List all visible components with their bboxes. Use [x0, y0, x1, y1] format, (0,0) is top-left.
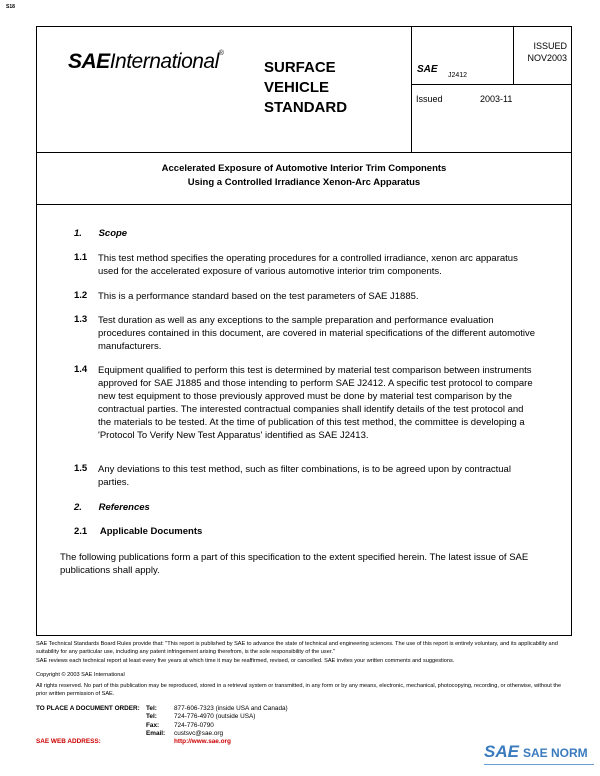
issued-horizontal-divider [411, 84, 572, 85]
section-1-5-text: Any deviations to this test method, such as filter combinations, is to be agreed upon by contractual parties. [98, 464, 511, 488]
section-2-1-text: The following publications form a part of this specification to the extent specified herein. The latest issue of SAE publications shall apply. [60, 552, 529, 576]
header-divider [36, 152, 572, 153]
document-title-line-1: Accelerated Exposure of Automotive Interior Trim Components [161, 163, 447, 174]
email-label: Email: [146, 729, 166, 737]
footer-copyright: Copyright © 2003 SAE International [36, 672, 125, 678]
section-2-title: References [98, 502, 150, 513]
section-2-heading [74, 502, 150, 513]
document-title [36, 162, 572, 190]
section-1-1-number: 1.1 [74, 252, 88, 263]
order-label: TO PLACE A DOCUMENT ORDER: [36, 705, 140, 712]
footer-board-rules: SAE Technical Standards Board Rules provide that: "This report is published by SAE to advance the state of technical and engineering sciences. The use of this report is entirely voluntary, and its applicability and suitability for any particular use, including any patent infringement arising therefrom, is the sole responsibility of the user." [36, 641, 558, 655]
document-number: J2412 [448, 72, 468, 79]
footer-rights: All rights reserved. No part of this publication may be reproduced, stored in a retrieval system or transmitted, in any form or by any means, electronic, mechanical, photocopying, recording, or otherwise, without the prior written permission of SAE. [36, 683, 562, 697]
section-2-1-heading [74, 526, 202, 537]
issued-label: ISSUED [533, 41, 567, 51]
fax-value: 724-776-0790 [174, 721, 214, 729]
issued-year: 2003-11 [480, 94, 513, 104]
issued-small-label: Issued [416, 94, 443, 104]
issued-date: NOV2003 [527, 53, 567, 63]
title-divider [36, 204, 572, 205]
section-1-3-number: 1.3 [74, 314, 88, 325]
section-1-4-number: 1.4 [74, 364, 88, 375]
section-1-2-number: 1.2 [74, 290, 88, 301]
sae-norm-watermark [484, 742, 588, 762]
email-link[interactable]: custsvc@sae.org [174, 729, 224, 737]
document-title-line-2: Using a Controlled Irradiance Xenon-Arc Apparatus [187, 177, 421, 188]
section-2-number: 2. [74, 502, 82, 513]
web-address-label: SAE WEB ADDRESS: [36, 738, 101, 746]
logo-sae: SAE [68, 50, 110, 73]
title-line-3: STANDARD [264, 99, 348, 116]
watermark-underline [484, 764, 594, 765]
section-1-3-text: Test duration as well as any exceptions to the sample preparation and performance evaluation procedures contained in this document, are covered in material specifications of the different automotive manufacturers. [98, 315, 536, 352]
section-1-2-text: This is a performance standard based on the test parameters of SAE J1885. [98, 291, 419, 302]
footer-review: SAE reviews each technical report at least every five years at which time it may be reaffirmed, revised, or cancelled. SAE invites your written comments and suggestions. [36, 658, 455, 664]
section-1-4-text: Equipment qualified to perform this test is determined by material test comparison between instruments approved for SAE J1885 and those intending to perform SAE J2412. A specific test protocol to compare new test equipment to those previously approved must be done by material test comparison by the contractual parties. The interested contractual companies shall identify details of the test protocol and the materials to be tested. At the time of publication of this test method, the committee is developing a 'Protocol To Verify New Test Apparatus' identified as SAE J2413. [98, 365, 533, 441]
tel-label: Tel: [146, 705, 157, 712]
tel-value: 877-606-7323 (inside USA and Canada) [174, 705, 288, 712]
footer-legal [36, 640, 572, 698]
header-vertical-divider [411, 26, 412, 152]
section-1-heading [74, 228, 127, 239]
section-2-1-title: Applicable Documents [99, 526, 203, 537]
tel2-value: 724-776-4970 (outside USA) [174, 713, 256, 721]
watermark-sae: SAE [484, 742, 519, 761]
section-2-1-number: 2.1 [74, 526, 88, 537]
watermark-norm: SAE NORM [522, 746, 588, 760]
section-1-title: Scope [98, 228, 128, 239]
order-contact-block [36, 705, 336, 746]
section-1-1-text: This test method specifies the operating procedures for a controlled irradiance, xenon arc apparatus used for the accelerated exposure of various automotive interior trim components. [98, 253, 518, 277]
title-line-1: SURFACE [264, 59, 336, 76]
web-address-link[interactable]: http://www.sae.org [174, 738, 231, 746]
section-1-number: 1. [74, 228, 82, 239]
corner-mark: S18 [6, 4, 15, 10]
title-line-2: VEHICLE [264, 79, 330, 96]
logo-international: International [109, 50, 219, 73]
tel2-label: Tel: [146, 713, 157, 721]
sae-international-logo [68, 50, 223, 74]
standard-type-title [264, 58, 404, 118]
sae-small-logo: SAE [417, 64, 438, 75]
section-1-5-number: 1.5 [74, 463, 88, 474]
issued-vertical-divider [513, 26, 514, 84]
logo-trademark: ® [218, 50, 224, 57]
fax-label: Fax: [146, 721, 160, 729]
